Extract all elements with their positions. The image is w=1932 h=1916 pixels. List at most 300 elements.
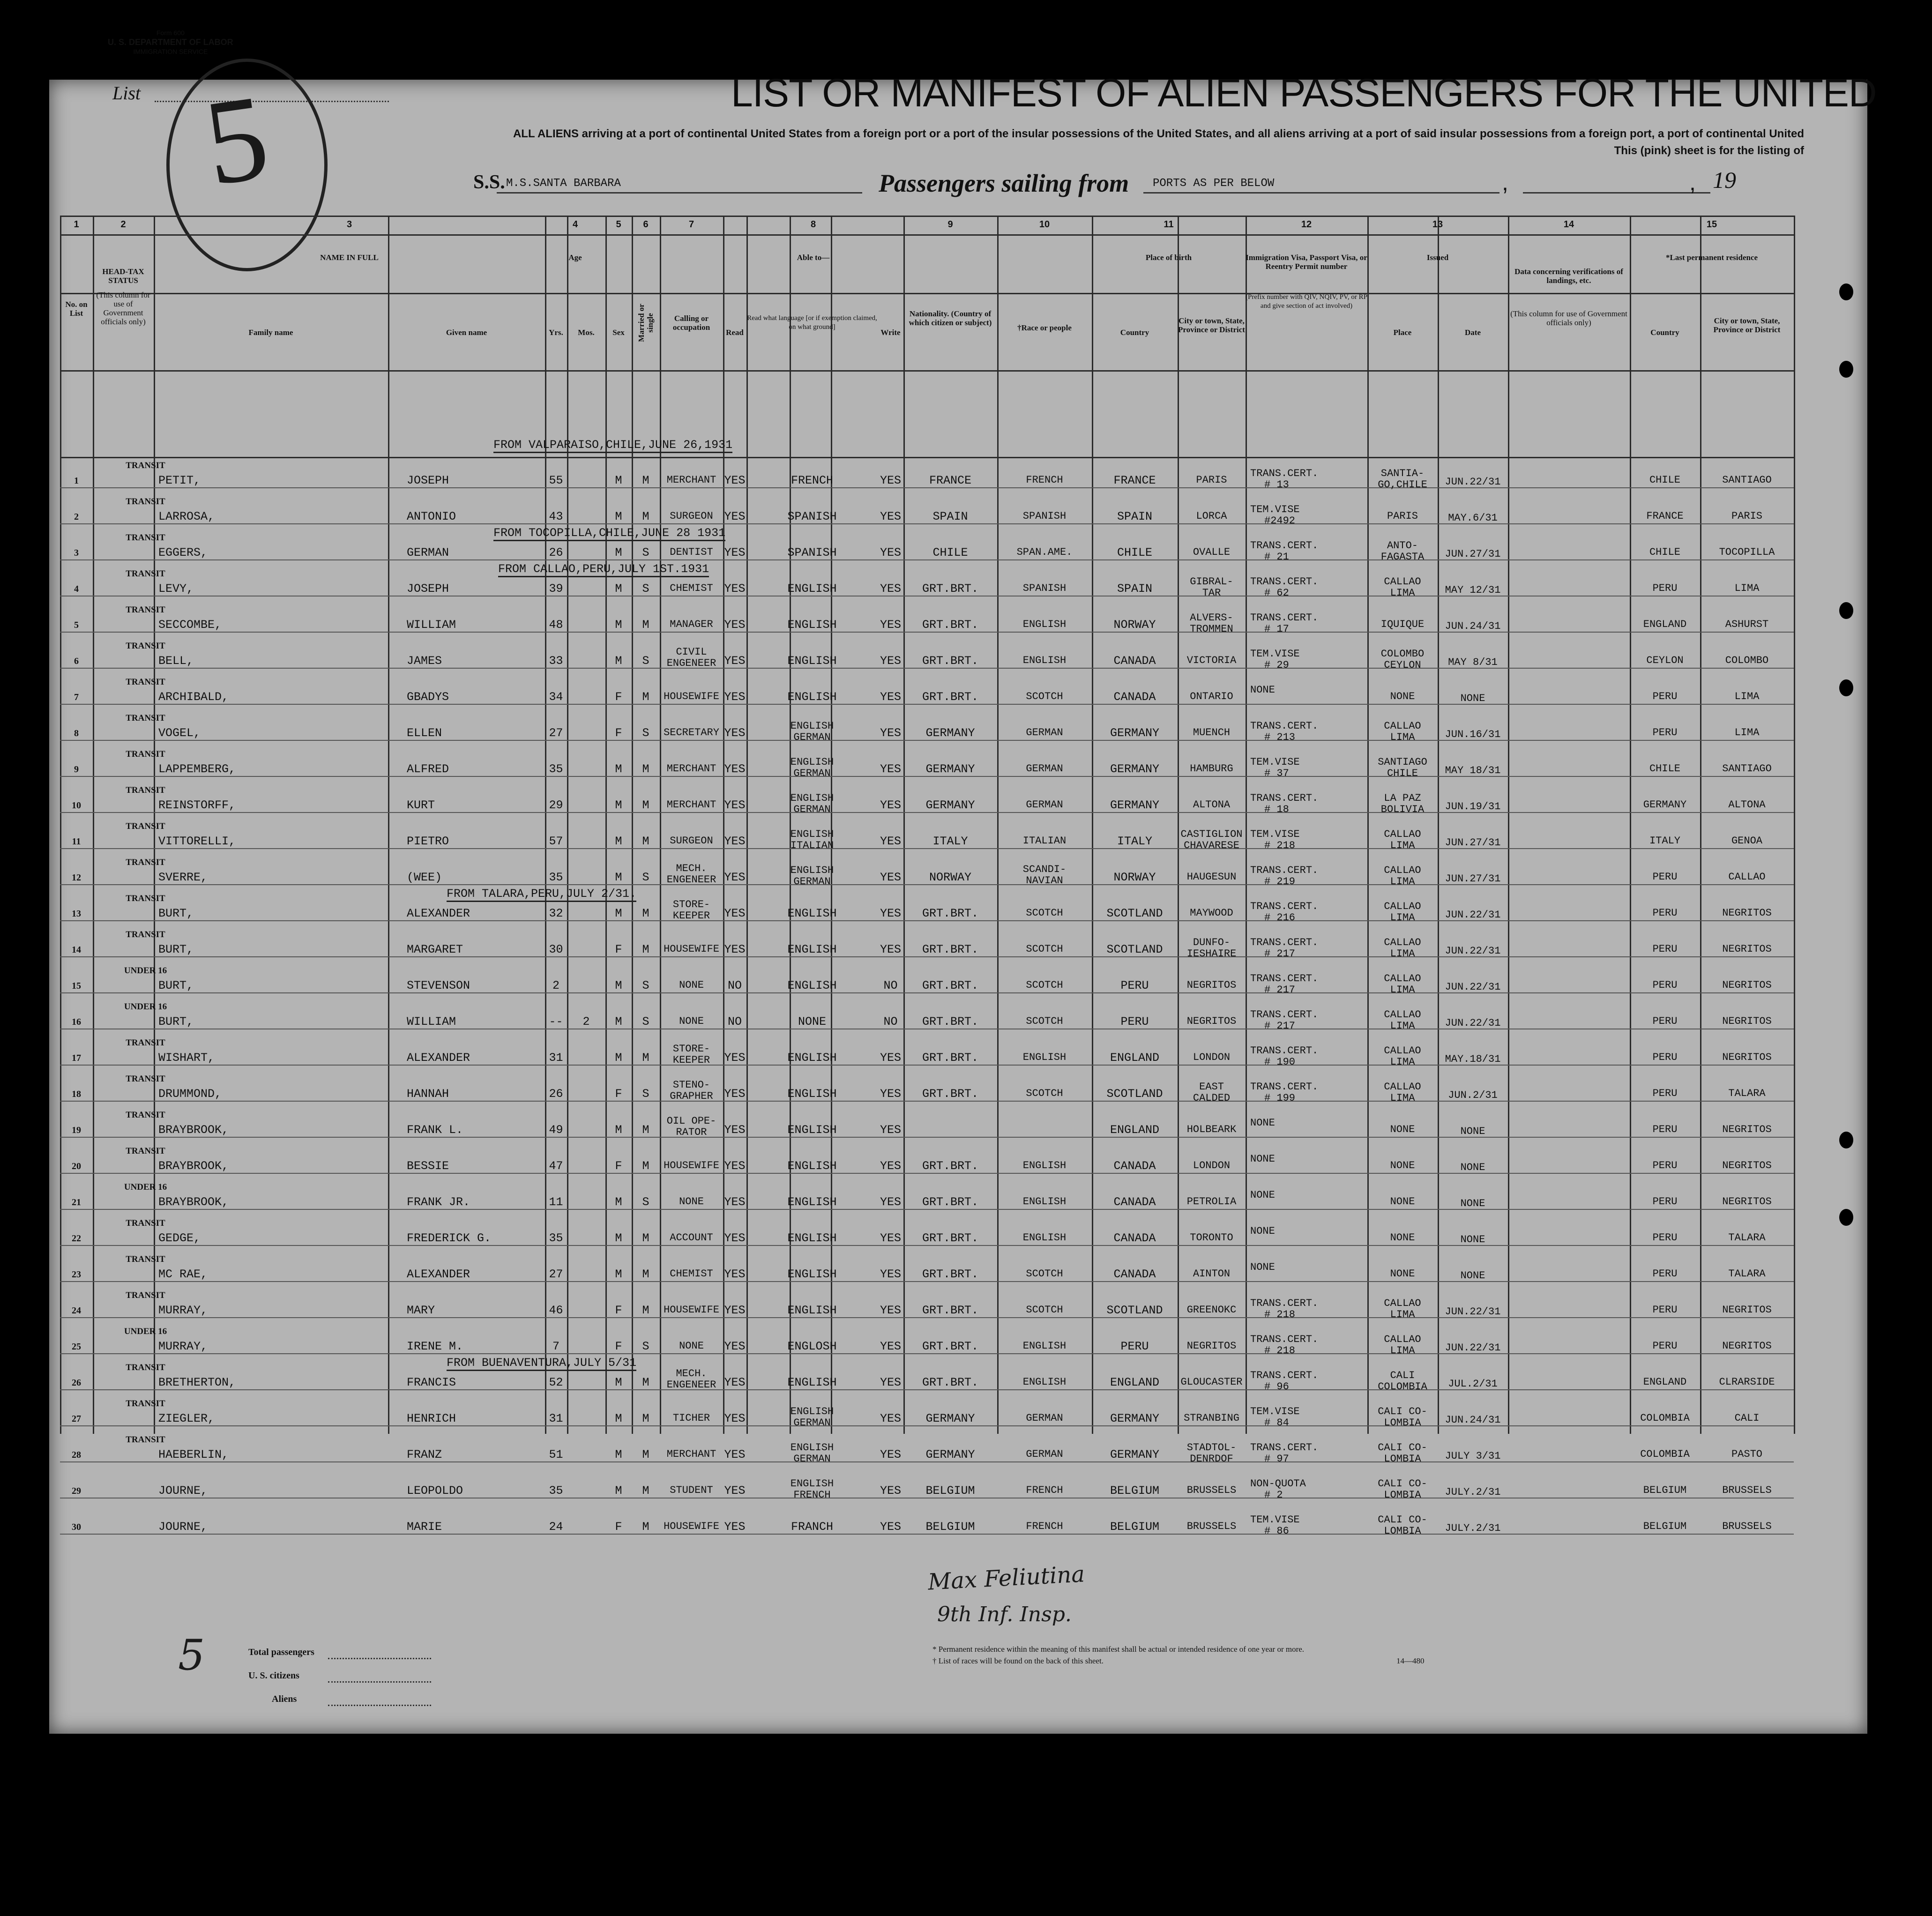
family-name: LEVY, bbox=[158, 582, 194, 596]
marital-status: M bbox=[642, 1376, 649, 1389]
residence-country: PERU bbox=[1652, 1160, 1678, 1171]
issued-place-line2: LIMA bbox=[1390, 1092, 1415, 1104]
visa-number: # 218 bbox=[1264, 1345, 1296, 1357]
read-language: ENGLISH bbox=[790, 792, 834, 804]
birth-city: TORONTO bbox=[1190, 1232, 1233, 1244]
sex: M bbox=[615, 618, 622, 632]
race-line2: NAVIAN bbox=[1026, 875, 1063, 887]
visa-number: # 37 bbox=[1264, 768, 1289, 779]
issued-place: CALLAO bbox=[1384, 901, 1421, 912]
nationality: GERMANY bbox=[925, 1448, 975, 1461]
row-number: 19 bbox=[72, 1125, 81, 1135]
race: FRENCH bbox=[1026, 1521, 1063, 1532]
birth-city: DUNFO- bbox=[1193, 937, 1231, 948]
punch-hole bbox=[1839, 283, 1853, 300]
header-race: †Race or people bbox=[1017, 323, 1072, 332]
punch-hole bbox=[1839, 679, 1853, 696]
occupation: STUDENT bbox=[670, 1484, 713, 1496]
marital-status: M bbox=[642, 1231, 649, 1245]
read-language-2: GERMAN bbox=[793, 876, 831, 887]
given-name: FRANZ bbox=[407, 1448, 442, 1461]
residence-country: PERU bbox=[1652, 1051, 1678, 1063]
age-months: 2 bbox=[582, 1015, 590, 1029]
sex: F bbox=[615, 690, 622, 704]
nationality: GRT.BRT. bbox=[922, 907, 979, 920]
given-name: FRANCIS bbox=[407, 1376, 456, 1389]
visa-number: # 213 bbox=[1264, 731, 1296, 743]
header-birth-city: City or town, State, Province or District bbox=[1178, 316, 1245, 334]
can-read: YES bbox=[724, 690, 746, 704]
issued-date: JUN.22/31 bbox=[1445, 1017, 1501, 1029]
head-tax-status: TRANSIT bbox=[126, 1074, 165, 1084]
occupation: NONE bbox=[679, 1196, 704, 1208]
head-tax-status: TRANSIT bbox=[126, 605, 165, 615]
given-name: ALFRED bbox=[407, 762, 449, 776]
read-language-2: FRENCH bbox=[793, 1489, 831, 1501]
birth-country: ENGLAND bbox=[1110, 1051, 1160, 1065]
can-write: YES bbox=[880, 1304, 901, 1317]
sex: F bbox=[615, 1340, 622, 1353]
visa-type: TRANS.CERT. bbox=[1250, 901, 1319, 912]
can-write: YES bbox=[880, 1376, 901, 1389]
birth-country: CHILE bbox=[1117, 546, 1152, 559]
race: GERMAN bbox=[1026, 727, 1063, 738]
visa-number: # 84 bbox=[1264, 1417, 1289, 1429]
header-place-of-birth: Place of birth bbox=[1145, 253, 1192, 262]
race: GERMAN bbox=[1026, 1412, 1063, 1424]
birth-city: MAYWOOD bbox=[1190, 907, 1233, 919]
issued-place-line2: LOMBIA bbox=[1384, 1453, 1421, 1465]
section-heading: FROM TOCOPILLA,CHILE,JUNE 28 1931 bbox=[493, 526, 725, 541]
issued-place-line2: LIMA bbox=[1390, 984, 1415, 996]
birth-country: PERU bbox=[1120, 1015, 1149, 1029]
age-years: 26 bbox=[549, 1087, 563, 1101]
residence-country: ENGLAND bbox=[1643, 1376, 1687, 1388]
read-language: ENGLISH bbox=[787, 690, 837, 704]
visa-type: TRANS.CERT. bbox=[1250, 540, 1319, 552]
row-number: 12 bbox=[72, 872, 81, 883]
given-name: FREDERICK G. bbox=[407, 1231, 492, 1245]
occupation: MECH. bbox=[676, 1368, 707, 1379]
birth-country: SCOTLAND bbox=[1106, 943, 1163, 956]
birth-city: GLOUCASTER bbox=[1180, 1376, 1243, 1388]
can-read: YES bbox=[724, 1123, 746, 1137]
race: SCOTCH bbox=[1026, 979, 1063, 991]
visa-type: TEM.VISE bbox=[1250, 756, 1300, 768]
can-write: YES bbox=[880, 1123, 901, 1137]
row-number: 15 bbox=[72, 981, 81, 991]
nationality: NORWAY bbox=[929, 871, 971, 884]
visa-type: TRANS.CERT. bbox=[1250, 468, 1319, 479]
marital-status: M bbox=[642, 1123, 649, 1137]
visa-type: NONE bbox=[1250, 1153, 1275, 1165]
column-number: 14 bbox=[1563, 219, 1574, 230]
column-number: 9 bbox=[947, 219, 953, 230]
age-years: 48 bbox=[549, 618, 563, 632]
table-row bbox=[60, 1467, 1794, 1503]
header-res-country: Country bbox=[1650, 328, 1679, 337]
race: ENGLISH bbox=[1022, 1376, 1067, 1388]
issued-place: SANTIAGO bbox=[1378, 756, 1427, 768]
residence-country: PERU bbox=[1652, 1268, 1678, 1280]
sex: M bbox=[615, 1448, 622, 1461]
head-tax-status: TRANSIT bbox=[126, 749, 165, 759]
marital-status: S bbox=[642, 1087, 649, 1101]
birth-city: MUENCH bbox=[1193, 727, 1231, 738]
header-family-name: Family name bbox=[248, 328, 293, 337]
can-write: YES bbox=[880, 1267, 901, 1281]
sailing-from: PORTS AS PER BELOW bbox=[1153, 177, 1275, 190]
birth-country: CANADA bbox=[1113, 1267, 1156, 1281]
marital-status: S bbox=[642, 546, 649, 559]
race: SCOTCH bbox=[1026, 907, 1063, 919]
read-language: ENGLISH bbox=[790, 828, 834, 840]
issued-place-line2: LIMA bbox=[1390, 912, 1415, 924]
table-row bbox=[60, 673, 1794, 709]
residence-city: NEGRITOS bbox=[1722, 1160, 1772, 1171]
header-write: Write bbox=[880, 328, 901, 337]
table-row bbox=[60, 1178, 1794, 1215]
birth-city: AINTON bbox=[1193, 1268, 1231, 1280]
birth-city-line2: IESHAIRE bbox=[1186, 948, 1237, 960]
issued-place: NONE bbox=[1390, 691, 1415, 702]
header-rule bbox=[60, 234, 1794, 236]
punch-hole bbox=[1839, 361, 1853, 378]
visa-type: NON-QUOTA bbox=[1250, 1478, 1306, 1490]
can-read: YES bbox=[724, 1484, 746, 1498]
read-language: FRENCH bbox=[791, 474, 833, 487]
issued-place-line2: LIMA bbox=[1390, 948, 1415, 960]
nationality: GRT.BRT. bbox=[922, 1159, 979, 1173]
head-tax-status: TRANSIT bbox=[126, 1290, 165, 1300]
given-name: ALEXANDER bbox=[407, 907, 470, 920]
ss-label: S.S. bbox=[473, 171, 505, 193]
date-line bbox=[1523, 192, 1710, 194]
residence-country: BELGIUM bbox=[1643, 1484, 1687, 1496]
head-tax-status: TRANSIT bbox=[126, 533, 165, 543]
residence-city: NEGRITOS bbox=[1722, 1124, 1772, 1135]
birth-city: NEGRITOS bbox=[1186, 1015, 1237, 1027]
birth-city: OVALLE bbox=[1193, 546, 1231, 558]
can-write: YES bbox=[880, 582, 901, 596]
occupation: HOUSEWIFE bbox=[664, 1304, 719, 1316]
nationality: GERMANY bbox=[925, 798, 975, 812]
nationality: GRT.BRT. bbox=[922, 654, 979, 668]
family-name: VOGEL, bbox=[158, 726, 201, 740]
column-number: 3 bbox=[346, 219, 352, 230]
occupation: TICHER bbox=[672, 1412, 710, 1424]
birth-city: ALVERS- bbox=[1190, 612, 1233, 624]
visa-type: NONE bbox=[1250, 1117, 1275, 1129]
race: ENGLISH bbox=[1022, 1160, 1067, 1171]
given-name: KURT bbox=[407, 798, 435, 812]
residence-country: PERU bbox=[1652, 1196, 1678, 1208]
can-write: YES bbox=[880, 762, 901, 776]
nationality: GERMANY bbox=[925, 762, 975, 776]
issued-date: JUN.22/31 bbox=[1445, 1306, 1501, 1318]
page-subtitle-2: This (pink) sheet is for the listing of bbox=[1614, 144, 1804, 157]
header-head-tax: HEAD-TAX STATUS bbox=[102, 267, 144, 285]
family-name: MURRAY, bbox=[158, 1304, 208, 1317]
birth-city: PARIS bbox=[1196, 474, 1227, 486]
sex: F bbox=[615, 726, 622, 740]
occupation: MERCHANT bbox=[666, 799, 716, 811]
read-language: ENGLISH bbox=[787, 979, 837, 992]
can-write: YES bbox=[880, 1087, 901, 1101]
residence-country: PERU bbox=[1652, 979, 1678, 991]
row-number: 17 bbox=[72, 1053, 81, 1063]
header-head-tax-note: (This column for use of Government officials only) bbox=[96, 291, 150, 326]
row-number: 22 bbox=[72, 1233, 81, 1244]
read-language: ENGLISH bbox=[790, 1442, 834, 1454]
issued-place: PARIS bbox=[1387, 510, 1418, 522]
age-years: 2 bbox=[552, 979, 559, 992]
issued-place: CALI CO- bbox=[1378, 1514, 1427, 1526]
visa-number: # 190 bbox=[1264, 1056, 1296, 1068]
can-read: YES bbox=[724, 1087, 746, 1101]
nationality: CHILE bbox=[932, 546, 968, 559]
can-read: YES bbox=[724, 1376, 746, 1389]
given-name: STEVENSON bbox=[407, 979, 470, 992]
residence-city: ALTONA bbox=[1728, 799, 1766, 811]
marital-status: S bbox=[642, 654, 649, 668]
issued-place-line2: LIMA bbox=[1390, 876, 1415, 887]
visa-number: #2492 bbox=[1264, 515, 1296, 527]
family-name: ARCHIBALD, bbox=[158, 690, 229, 704]
age-years: 57 bbox=[549, 835, 563, 848]
row-number: 30 bbox=[72, 1522, 81, 1532]
head-tax-status: UNDER 16 bbox=[124, 1182, 167, 1192]
issued-place-line2: LIMA bbox=[1390, 731, 1415, 743]
can-read: YES bbox=[724, 1195, 746, 1209]
residence-city: TALARA bbox=[1728, 1268, 1766, 1280]
read-language: ENGLISH bbox=[787, 1123, 837, 1137]
issued-place: LA PAZ bbox=[1384, 792, 1421, 804]
head-tax-status: TRANSIT bbox=[126, 1435, 165, 1445]
header-landing-note: (This column for use of Government officials only) bbox=[1510, 309, 1627, 327]
nationality: GRT.BRT. bbox=[922, 943, 979, 956]
residence-country: COLOMBIA bbox=[1640, 1412, 1690, 1424]
marital-status: M bbox=[642, 1267, 649, 1281]
race: GERMAN bbox=[1026, 799, 1063, 811]
header-res-city: City or town, State, Province or District bbox=[1713, 316, 1781, 334]
given-name: WILLIAM bbox=[407, 618, 456, 632]
table-row bbox=[60, 1251, 1794, 1287]
visa-type: TRANS.CERT. bbox=[1250, 576, 1319, 588]
sex: F bbox=[615, 1159, 622, 1173]
sex: M bbox=[615, 546, 622, 559]
occupation: ACCOUNT bbox=[670, 1232, 713, 1244]
sex: M bbox=[615, 762, 622, 776]
residence-country: FRANCE bbox=[1646, 510, 1684, 522]
department-name: U. S. DEPARTMENT OF LABOR bbox=[108, 37, 233, 47]
given-name: JOSEPH bbox=[407, 474, 449, 487]
birth-country: SPAIN bbox=[1117, 510, 1152, 523]
nationality: BELGIUM bbox=[925, 1484, 975, 1498]
can-read: YES bbox=[724, 582, 746, 596]
section-heading: FROM CALLAO,PERU,JULY 1ST.1931 bbox=[498, 562, 709, 577]
birth-city: EAST bbox=[1199, 1081, 1224, 1093]
can-read: YES bbox=[724, 1412, 746, 1425]
residence-country: BELGIUM bbox=[1643, 1521, 1687, 1532]
read-language-2: GERMAN bbox=[793, 1453, 831, 1465]
sex: M bbox=[615, 1484, 622, 1498]
header-visa-note: (Prefix number with QIV, NQIV, PV, or RP and give section of act involved) bbox=[1246, 293, 1368, 310]
occupation-line2: KEEPER bbox=[672, 910, 710, 922]
birth-city: CASTIGLION bbox=[1180, 828, 1243, 840]
family-name: MC RAE, bbox=[158, 1267, 208, 1281]
aliens-label: Aliens bbox=[272, 1694, 297, 1704]
marital-status: S bbox=[642, 1195, 649, 1209]
residence-country: PERU bbox=[1652, 1304, 1678, 1316]
birth-country: NORWAY bbox=[1113, 618, 1156, 632]
header-nationality: Nationality. (Country of which citizen or subject) bbox=[909, 309, 992, 327]
visa-type: TEM.VISE bbox=[1250, 1406, 1300, 1417]
visa-type: TRANS.CERT. bbox=[1250, 1081, 1319, 1093]
age-years: 46 bbox=[549, 1304, 563, 1317]
occupation-line2: RATOR bbox=[676, 1126, 707, 1138]
occupation: NONE bbox=[679, 1015, 704, 1027]
visa-number: # 29 bbox=[1264, 659, 1289, 671]
can-read: YES bbox=[724, 835, 746, 848]
head-tax-status: TRANSIT bbox=[126, 1363, 165, 1372]
occupation: STORE- bbox=[672, 899, 710, 910]
row-number: 1 bbox=[74, 476, 79, 486]
residence-country: PERU bbox=[1652, 1088, 1678, 1099]
given-name: GERMAN bbox=[407, 546, 449, 559]
residence-city: ASHURST bbox=[1725, 619, 1769, 630]
citizens-line bbox=[328, 1681, 431, 1683]
read-language: ENGLISH bbox=[787, 1376, 837, 1389]
given-name: MARGARET bbox=[407, 943, 463, 956]
marital-status: M bbox=[642, 1412, 649, 1425]
issued-place: NONE bbox=[1390, 1232, 1415, 1244]
issued-date: JUN.22/31 bbox=[1445, 476, 1501, 488]
race: ENGLISH bbox=[1022, 1340, 1067, 1352]
row-number: 7 bbox=[74, 692, 79, 702]
occupation: MECH. bbox=[676, 863, 707, 874]
issued-date: NONE bbox=[1460, 1234, 1485, 1245]
column-number: 12 bbox=[1301, 219, 1312, 230]
issued-place-line2: BOLIVIA bbox=[1380, 804, 1425, 815]
header-no-on-list: No. on List bbox=[65, 300, 88, 318]
occupation-line2: GRAPHER bbox=[670, 1090, 713, 1102]
family-name: BURT, bbox=[158, 943, 194, 956]
row-number: 6 bbox=[74, 656, 79, 666]
row-number: 20 bbox=[72, 1161, 81, 1171]
list-label: List bbox=[112, 82, 141, 104]
residence-city: TALARA bbox=[1728, 1232, 1766, 1244]
birth-country: SCOTLAND bbox=[1106, 907, 1163, 920]
punch-hole bbox=[1839, 1209, 1853, 1226]
visa-type: TEM.VISE bbox=[1250, 504, 1300, 515]
given-name: IRENE M. bbox=[407, 1340, 463, 1353]
sex: M bbox=[615, 907, 622, 920]
age-years: 26 bbox=[549, 546, 563, 559]
table-row bbox=[60, 438, 1794, 493]
section-heading: FROM BUENAVENTURA,JULY 5/31 bbox=[447, 1356, 636, 1371]
birth-country: CANADA bbox=[1113, 654, 1156, 668]
issued-date: JUN.2/31 bbox=[1448, 1089, 1498, 1101]
handwritten-total: 5 bbox=[178, 1631, 205, 1680]
total-line bbox=[328, 1658, 431, 1659]
residence-city: TOCOPILLA bbox=[1719, 546, 1775, 558]
residence-city: NEGRITOS bbox=[1722, 943, 1772, 955]
occupation: CHEMIST bbox=[670, 1268, 713, 1280]
table-row bbox=[60, 854, 1794, 890]
column-number: 5 bbox=[616, 219, 621, 230]
nationality: GRT.BRT. bbox=[922, 690, 979, 704]
read-language: FRANCH bbox=[791, 1520, 833, 1534]
header-yrs: Yrs. bbox=[549, 328, 563, 337]
visa-number: # 18 bbox=[1264, 804, 1289, 815]
table-row bbox=[60, 1395, 1794, 1431]
issued-place: CALLAO bbox=[1384, 576, 1421, 588]
head-tax-status: TRANSIT bbox=[126, 1110, 165, 1120]
issued-place: NONE bbox=[1390, 1268, 1415, 1280]
visa-type: TRANS.CERT. bbox=[1250, 720, 1319, 732]
table-row bbox=[60, 1431, 1794, 1467]
visa-number: # 13 bbox=[1264, 479, 1289, 491]
age-years: 47 bbox=[549, 1159, 563, 1173]
given-name: HANNAH bbox=[407, 1087, 449, 1101]
visa-number: # 218 bbox=[1264, 840, 1296, 851]
marital-status: M bbox=[642, 1159, 649, 1173]
nationality: GRT.BRT. bbox=[922, 1051, 979, 1065]
marital-status: M bbox=[642, 510, 649, 523]
race: ENGLISH bbox=[1022, 1232, 1067, 1244]
can-read: NO bbox=[727, 1015, 742, 1029]
table-row bbox=[60, 746, 1794, 782]
given-name: ALEXANDER bbox=[407, 1051, 470, 1065]
can-write: YES bbox=[880, 1484, 901, 1498]
marital-status: S bbox=[642, 1340, 649, 1353]
nationality: GRT.BRT. bbox=[922, 1267, 979, 1281]
family-name: PETIT, bbox=[158, 474, 201, 487]
residence-country: CHILE bbox=[1649, 474, 1680, 486]
residence-country: PERU bbox=[1652, 582, 1678, 594]
row-number: 2 bbox=[74, 512, 79, 522]
family-name: GEDGE, bbox=[158, 1231, 201, 1245]
race: ITALIAN bbox=[1022, 835, 1067, 847]
can-write: YES bbox=[880, 1195, 901, 1209]
race: SCOTCH bbox=[1026, 1304, 1063, 1316]
residence-city: NEGRITOS bbox=[1722, 1051, 1772, 1063]
row-number: 11 bbox=[72, 836, 81, 847]
sex: M bbox=[615, 582, 622, 596]
can-write: YES bbox=[880, 618, 901, 632]
sex: M bbox=[615, 1051, 622, 1065]
residence-country: ITALY bbox=[1649, 835, 1680, 847]
occupation-line2: KEEPER bbox=[672, 1054, 710, 1066]
punch-hole bbox=[1839, 602, 1853, 619]
family-name: SECCOMBE, bbox=[158, 618, 222, 632]
age-years: 32 bbox=[549, 907, 563, 920]
nationality: GERMANY bbox=[925, 726, 975, 740]
table-row bbox=[60, 926, 1794, 962]
can-write: YES bbox=[880, 1412, 901, 1425]
head-tax-status: TRANSIT bbox=[126, 569, 165, 579]
ship-line bbox=[497, 192, 862, 194]
issued-date: NONE bbox=[1460, 1270, 1485, 1282]
issued-place: CALI CO- bbox=[1378, 1442, 1427, 1454]
family-name: LAPPEMBERG, bbox=[158, 762, 236, 776]
occupation-line2: ENGENEER bbox=[666, 1379, 716, 1391]
age-years: 35 bbox=[549, 871, 563, 884]
row-number: 10 bbox=[72, 800, 81, 811]
row-number: 23 bbox=[72, 1269, 81, 1280]
residence-city: SANTIAGO bbox=[1722, 474, 1772, 486]
